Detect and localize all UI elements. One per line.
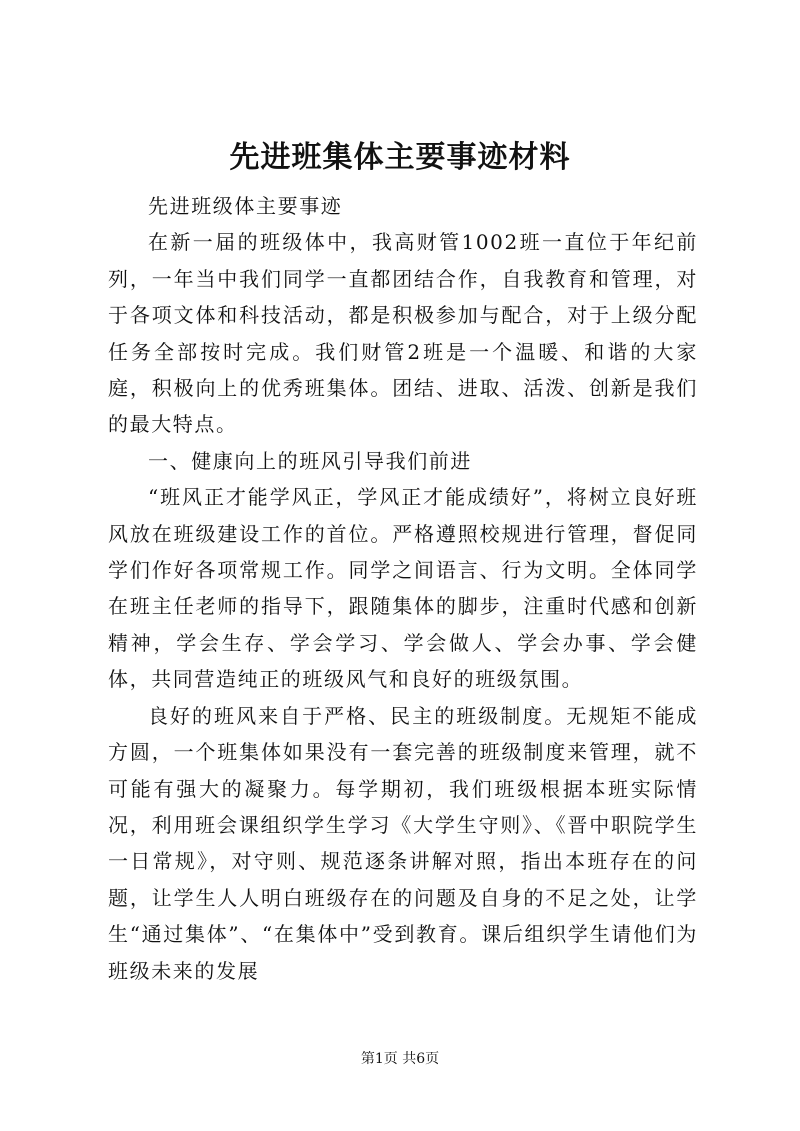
paragraph-intro: 在新一届的班级体中，我高财管1002班一直位于年纪前列，一年当中我们同学一直都团结合作，自我教育和管理，对于各项文体和科技活动，都是积极参加与配合，对于上级分配任务全部按时完成。我们财管2班是一个温暖、和谐的大家庭，积极向上的优秀班集体。团结、进取、活泼、创新是我们的最大特点。 <box>108 230 698 437</box>
page-number-footer: 第1页 共6页 <box>360 1051 440 1067</box>
paragraph-subtitle: 先进班级体主要事迹 <box>148 194 343 218</box>
paragraph-class-style: “班风正才能学风正，学风正才能成绩好”，将树立良好班风放在班级建设工作的首位。严格遵照校规进行管理，督促同学们作好各项常规工作。同学之间语言、行为文明。全体同学在班主任老师的指导下，跟随集体的脚步，注重时代感和创新精神，学会生存、学会学习、学会做人、学会办事、学会健体，共同营造纯正的班级风气和良好的班级氛围。 <box>108 485 698 692</box>
document-title: 先进班集体主要事迹材料 <box>229 140 571 175</box>
document-body <box>108 188 698 989</box>
paragraph-section-heading: 一、健康向上的班风引导我们前进 <box>148 448 472 473</box>
paragraph-class-rules: 良好的班风来自于严格、民主的班级制度。无规矩不能成方圆，一个班集体如果没有一套完善的班级制度来管理，就不可能有强大的凝聚力。每学期初，我们班级根据本班实际情况，利用班会课组织学生学习《大学生守则》、《晋中职院学生一日常规》，对守则、规范逐条讲解对照，指出本班存在的问题，让学生人人明白班级存在的问题及自身的不足之处，让学生“通过集体”、“在集体中”受到教育。课后组织学生请他们为班级未来的发展 <box>108 703 698 983</box>
